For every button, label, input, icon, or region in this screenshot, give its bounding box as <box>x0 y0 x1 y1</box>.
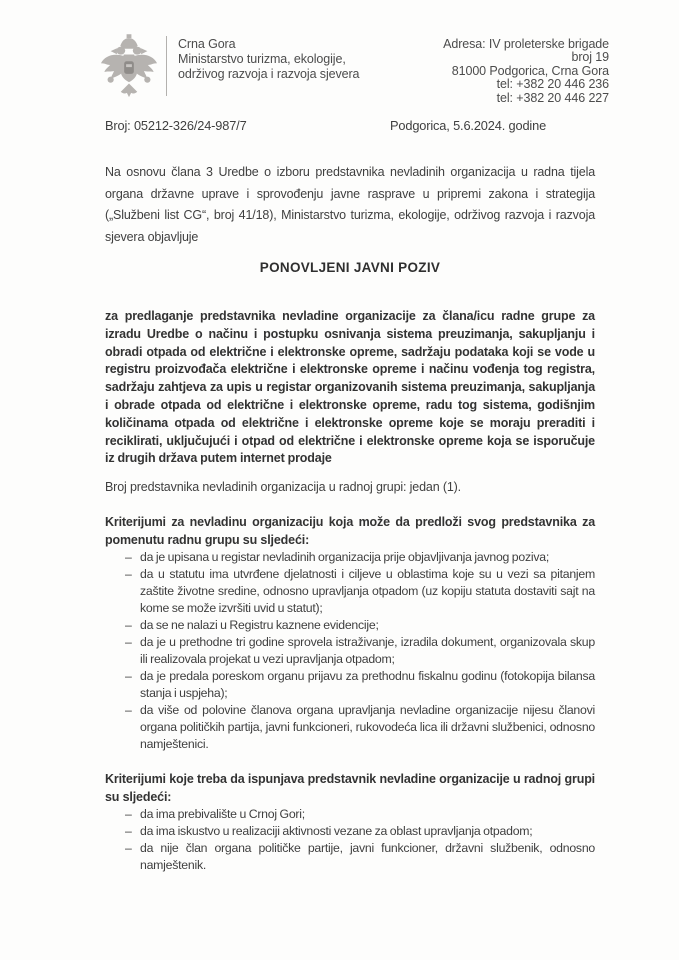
list-item <box>105 634 595 668</box>
list-item <box>105 823 595 840</box>
country-name: Crna Gora <box>178 37 236 51</box>
letterhead <box>100 33 609 107</box>
list-item <box>105 840 595 874</box>
list-item <box>105 566 595 617</box>
address-number: broj 19 <box>571 50 609 65</box>
dash-bullet: – <box>125 635 132 650</box>
ministry-name-line2: održivog razvoja i razvoja sjevera <box>178 67 360 81</box>
list-item-text: da se ne nalazi u Registru kaznene evidencije; <box>140 618 379 633</box>
list-item <box>105 549 595 566</box>
list-item <box>105 806 595 823</box>
dash-bullet: – <box>125 824 132 839</box>
dash-bullet: – <box>125 807 132 822</box>
subject-paragraph: za predlaganje predstavnika nevladine organizacije za člana/icu radne grupe za izradu Uredbe o načinu i postupku osnivanja sistema preuzimanja, sakupljanju i obradi otpada od električne i elektronske opreme, sadržaju podataka koji se vode u registru proizvođača električne i elektronske opreme i načinu vođenja tog registra, sadržaju zahtjeva za upis u registar organizovanih sistema preuzimanja, sakupljanja i obrade otpada od električne i elektronske opreme, radu tog sistema, godišnjim količinama otpada od električne i elektronske opreme koje se moraju preraditi i reciklirati, uključujući i otpad od električne i elektronske opreme koja se isporučuje iz drugih država putem internet prodaje <box>105 309 595 466</box>
letterhead-divider <box>166 36 167 96</box>
criteria-rep-list <box>105 806 595 874</box>
dash-bullet: – <box>125 618 132 633</box>
list-item <box>105 668 595 702</box>
list-item <box>105 617 595 634</box>
ministry-name-line1: Ministarstvo turizma, ekologije, <box>178 52 346 66</box>
document-body <box>105 118 595 874</box>
list-item <box>105 702 595 753</box>
phone-2: tel: +382 20 446 227 <box>496 90 609 105</box>
criteria-org-heading: Kriterijumi za nevladinu organizaciju koja može da predloži svog predstavnika za pomenutu radnu grupu su sljedeći: <box>105 515 595 548</box>
criteria-rep-heading: Kriterijumi koje treba da ispunjava predstavnik nevladine organizacije u radnoj grupi su sljedeći: <box>105 772 595 805</box>
dash-bullet: – <box>125 841 132 856</box>
list-item-text: da ima iskustvo u realizaciji aktivnosti vezane za oblast upravljanja otpadom; <box>140 824 533 839</box>
ministry-block <box>178 33 359 82</box>
list-item-text: da je predala poreskom organu prijavu za prethodnu fiskalnu godinu (fotokopija bilansa stanja i uspjeha); <box>140 669 595 701</box>
coat-of-arms-icon <box>100 33 158 107</box>
reference-number: Broj: 05212-326/24-987/7 <box>105 118 247 133</box>
list-item-text: da nije član organa političke partije, javni funkcioner, državni službenik, odnosno namještenik. <box>140 841 595 873</box>
document-title: PONOVLJENI JAVNI POZIV <box>259 260 441 275</box>
dash-bullet: – <box>125 567 132 582</box>
address-city: 81000 Podgorica, Crna Gora <box>451 63 609 78</box>
intro-paragraph: Na osnovu člana 3 Uredbe o izboru predstavnika nevladinih organizacija u radna tijela organa državne uprave i sprovođenju javne rasprave u pripremi zakona i strategija („Službeni list CG“, broj 41/18), Ministarstvo turizma, ekologije, održivog razvoja i razvoja sjevera objavljuje <box>105 165 595 244</box>
representatives-count-line: Broj predstavnika nevladinih organizacija u radnoj grupi: jedan (1). <box>105 480 461 495</box>
list-item-text: da je u prethodne tri godine sprovela istraživanje, izradila dokument, organizovala skup ili realizovala projekat u vezi upravljanja otpadom; <box>140 635 595 667</box>
address-street: Adresa: IV proleterske brigade <box>443 37 609 51</box>
dash-bullet: – <box>125 669 132 684</box>
list-item-text: da više od polovine članova organa upravljanja nevladine organizacije nijesu članovi organa političkih partija, javni funkcioneri, rukovodeća lica ili državni službenici, odnosno namještenici. <box>140 703 595 752</box>
letterhead-left <box>100 33 359 107</box>
place-date: Podgorica, 5.6.2024. godine <box>390 118 547 133</box>
list-item-text: da je upisana u registar nevladinih organizacija prije objavljivanja javnog poziva; <box>140 550 550 565</box>
criteria-org-list <box>105 549 595 753</box>
reference-row <box>105 118 595 132</box>
list-item-text: da u statutu ima utvrđene djelatnosti i ciljeve u oblastima koje su u vezi sa pitanjem zaštite životne sredine, odnosno upravljanja otpadom (uz kopiju statuta dostaviti sajt na kome se može izvršiti uvid u statut); <box>140 567 595 616</box>
list-item-text: da ima prebivalište u Crnoj Gori; <box>140 807 305 822</box>
phone-1: tel: +382 20 446 236 <box>496 77 609 92</box>
dash-bullet: – <box>125 550 132 565</box>
address-block <box>443 33 609 105</box>
dash-bullet: – <box>125 703 132 718</box>
